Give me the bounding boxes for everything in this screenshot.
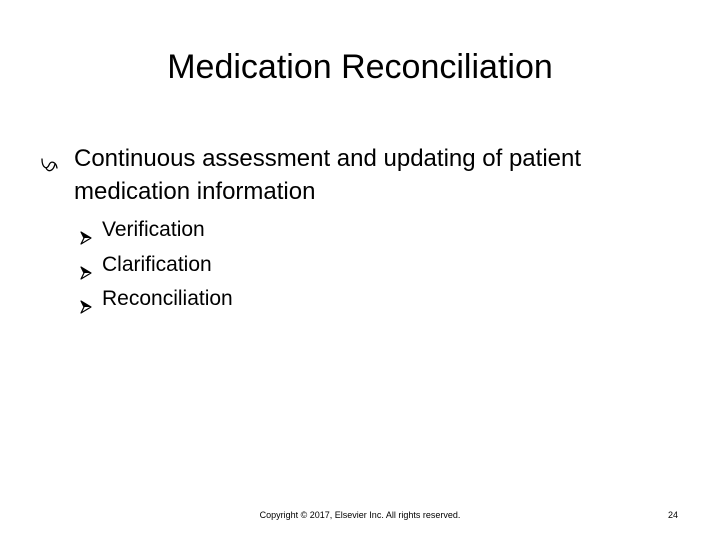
arrow-bullet-icon xyxy=(80,292,92,306)
arrow-bullet-icon xyxy=(80,258,92,272)
ornament-bullet-icon xyxy=(40,156,60,174)
copyright-notice: Copyright © 2017, Elsevier Inc. All rights reserved. xyxy=(259,510,461,520)
slide-title: Medication Reconciliation xyxy=(167,48,553,86)
sub-bullet-label: Verification xyxy=(102,218,205,241)
main-bullet-text: Continuous assessment and updating of patient medication information xyxy=(74,145,582,205)
arrow-bullet-icon xyxy=(80,223,92,237)
sub-bullet-label: Clarification xyxy=(102,252,212,276)
page-number: 24 xyxy=(667,510,678,520)
sub-bullet-label: Reconciliation xyxy=(102,287,233,310)
